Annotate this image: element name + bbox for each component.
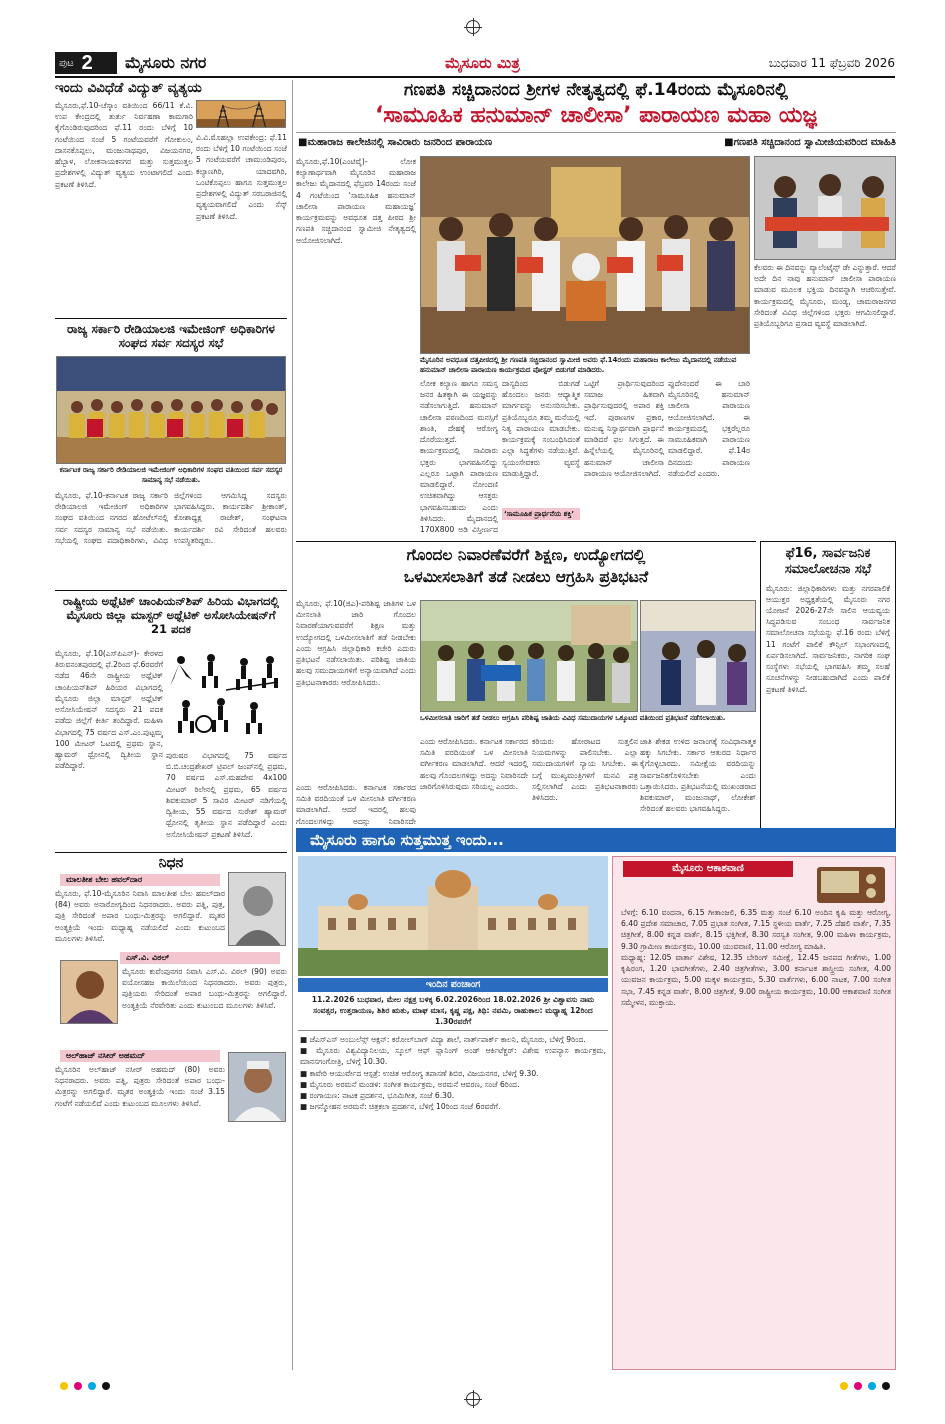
radiology-body: ಮೈಸೂರು, ಫೆ.10-ಕರ್ನಾಟಕ ರಾಜ್ಯ ಸರ್ಕಾರಿ ರೇಡಿಯಾಲಜಿ ಇಮೇಜಿಂಗ್ ಅಧಿಕಾರಿಗಳ ಸಂಘದ ವತಿಯಿಂದ ನಗರದ ಹೋಟೆಲ್‌ನಲ್ಲಿ ಸರ್ವ ಸದಸ್ಯರ ಸಾಮಾನ್ಯ ಸಭೆ ನಡೆಯಿತು. ಸಭೆಯಲ್ಲಿ ಸಂಘದ ಪದಾಧಿಕಾರಿಗಳು, ವಿವಿಧ ಜಿಲ್ಲೆಗಳಿಂದ ಆಗಮಿಸಿದ್ದ ಸದಸ್ಯರು ಭಾಗವಹಿಸಿದ್ದರು. ಕಾರ್ಯದರ್ಶಿ ಶ್ರೀಕಾಂತ್, ಕೋಶಾಧ್ಯಕ್ಷ ರಾಜೇಶ್, ಸಂಘಟನಾ ಕಾರ್ಯದರ್ಶಿ ರವಿ ಸೇರಿದಂತೆ ಹಲವರು ಉಪಸ್ಥಿತರಿದ್ದರು. (55, 491, 287, 545)
athletics-headline: ರಾಷ್ಟ್ರೀಯ ಅಥ್ಲೆಟಿಕ್ ಚಾಂಪಿಯನ್‌ಶಿಪ್ ಹಿರಿಯ ವಿಭಾಗದಲ್ಲಿ ಮೈಸೂರು ಜಿಲ್ಲಾ ಮಾಸ್ಟರ್ ಅಥ್ಲೆಟಿಕ್ ಅಸೋಸಿಯೇಷನ್‌ಗೆ 21 ಪದಕ (62, 594, 280, 636)
page-number-box (55, 52, 117, 74)
radio-set-art (815, 863, 887, 905)
obituary-name-2: ಎಸ್.ವಿ. ವಿಠಲ್ (120, 952, 280, 964)
lead-headline-2: ‘ಸಾಮೂಹಿಕ ಹನುಮಾನ್ ಚಾಲೀಸಾ’ ಪಾರಾಯಣ ಮಹಾ ಯಜ್ಞ (374, 103, 818, 128)
today-banner (296, 828, 896, 852)
obituary-body-2: ಮೈಸೂರು ಕುವೆಂಪುನಗರ ನಿವಾಸಿ ಎಸ್.ವಿ. ವಿಠಲ್ (90) ಅವರು ವಯೋಸಹಜ ಕಾಯಿಲೆಯಿಂದ ನಿಧನರಾದರು. ಅವರು ಪುತ್ರರು, ಪುತ್ರಿಯರು ಸೇರಿದಂತೆ ಅಪಾರ ಬಂಧು-ಮಿತ್ರರನ್ನು ಅಗಲಿದ್ದಾರೆ. ಅಂತ್ಯಕ್ರಿಯೆ ನೆರವೇರಿತು ಎಂದು ಕುಟುಂಬದ ಮೂಲಗಳು ತಿಳಿಸಿವೆ. (122, 967, 287, 1010)
panchanga-title: ಇಂದಿನ ಪಂಚಾಂಗ (298, 978, 608, 992)
protest-photo (420, 600, 638, 712)
protest-photo-art (421, 601, 638, 712)
color-dot-yellow-r (840, 1382, 848, 1390)
masthead (55, 52, 895, 74)
masthead-rule (55, 76, 895, 78)
athletics-body-2: ಪುರುಷರ ವಿಭಾಗದಲ್ಲಿ 75 ವರ್ಷದ ಬಿ.ಬಿ.ಚಂದ್ರಶೇಖರ್ ಟ್ರಿಪಲ್ ಜಂಪ್‌ನಲ್ಲಿ ಪ್ರಥಮ, 70 ವರ್ಷದ ಎಸ್.ಮಹದೇವ 4x100 ಮೀಟರ್ ರಿಲೇನಲ್ಲಿ ಪ್ರಥಮ, 65 ವರ್ಷದ ಶಿವಕುಮಾರ್ 5 ಸಾವಿರ ಮೀಟರ್ ನಡಿಗೆಯಲ್ಲಿ ದ್ವಿತೀಯ, 55 ವರ್ಷದ ಸುರೇಶ್ ಹ್ಯಾಮರ್ ಥ್ರೋನಲ್ಲಿ ತೃತೀಯ ಸ್ಥಾನ ಪಡೆದಿದ್ದಾರೆ ಎಂದು ಅಸೋಸಿಯೇಷನ್ ಪ್ರಕಟಣೆ ತಿಳಿಸಿದೆ. (166, 751, 287, 839)
power-tower-icon (197, 101, 286, 128)
color-dot-cyan-r (868, 1382, 876, 1390)
protest-body-tail: ಎಂದು ಆರೋಪಿಸಿದರು. ಕರ್ನಾಟಕ ಸರ್ಕಾರದ ಸಮಿತಿ ವರದಿಯಂತೆ ಒಳ ಮೀಸಲಾತಿ ವರ್ಗೀಕರಣ ಮಾಡಲಾಗಿದೆ. ಆದರೆ ಇದರಲ್ಲಿ ಹಲವು ಗೊಂದಲಗಳಿದ್ದು ಅದನ್ನು ನಿವಾರಿಸದೇ (296, 783, 416, 826)
lead-subhead-1: ■ಮಹಾರಾಜ ಕಾಲೇಜಿನಲ್ಲಿ ಸಾವಿರಾರು ಜನರಿಂದ ಪಾರಾಯಣ (298, 137, 493, 148)
today-listings: ■ ಜೆಎಸ್‌ಎಸ್ ಅಂಬುಲೆನ್ಸ್ ಆಕ್ಷನ್: ಕರೋಲ್‌ಬಾಗ್ ವಿದ್ಯಾ ಶಾಲೆ, ನಾರ್ತ್‌ಪಾರ್ಕ್ ಕಾಲನಿ, ಮೈಸೂರು, ಬೆಳಿಗ್ಗೆ 9ರಿಂದ. ■ ಮೈಸೂರು ವಿಶ್ವವಿದ್ಯಾನಿಲಯ, ಸ್ಕೂಲ್ ಆಫ್ ಪ್ಲಾನಿಂಗ್ ಅಂಡ್ ಆರ್ಕಿಟೆಕ್ಚರ್: ವಿಶೇಷ ಉಪನ್ಯಾಸ ಕಾರ್ಯಕ್ರಮ, ಮಾನಸಗಂಗೋತ್ರಿ, ಬೆಳಿಗ್ಗೆ 10.30. ■ ಕಾವೇರಿ ಆಯುರ್ವೇದ ಆಸ್ಪತ್ರೆ: ಉಚಿತ ಆರೋಗ್ಯ ತಪಾಸಣೆ ಶಿಬಿರ, ವಿಜಯನಗರ, ಬೆಳಿಗ್ಗೆ 9.30. ■ ಮೈಸೂರು ಅರಮನೆ ಮಂಡಳಿ: ಸಂಗೀತ ಕಾರ್ಯಕ್ರಮ, ಅರಮನೆ ಆವರಣ, ಸಂಜೆ 6ರಿಂದ. ■ ರಂಗಾಯಣ: ನಾಟಕ ಪ್ರದರ್ಶನ, ಭೂಮಿಗೀತ, ಸಂಜೆ 6.30. ■ ಜಗನ್ಮೋಹನ ಅರಮನೆ: ಚಿತ್ರಕಲಾ ಪ್ರದರ್ಶನ, ಬೆಳಿಗ್ಗೆ 10ರಿಂದ ಸಂಜೆ 6ರವರೆಗೆ. (300, 1035, 606, 1112)
lead-photo-art (421, 157, 750, 354)
radio-title: ಮೈಸೂರು ಆಕಾಶವಾಣಿ (623, 861, 793, 877)
protest-photo-caption: ಒಳಮೀಸಲಾತಿ ಜಾರಿಗೆ ತಡೆ ನೀಡಲು ಆಗ್ರಹಿಸಿ ಪರಿಶಿಷ್ಟ ಜಾತಿಯ ವಿವಿಧ ಸಮುದಾಯಗಳ ಒಕ್ಕೂಟದ ವತಿಯಿಂದ ಪ್ರತಿಭಟನೆ ನಡೆಸಲಾಯಿತು. (420, 714, 726, 722)
palace-art (298, 856, 608, 976)
lead-photo-2-art (755, 157, 896, 260)
lead-photo-caption: ಮೈಸೂರಿನ ಅವಧೂತ ದತ್ತಪೀಠದಲ್ಲಿ ಶ್ರೀ ಗಣಪತಿ ಸಚ್ಚಿದಾನಂದ ಸ್ವಾಮೀಜಿ ಅವರು ಫೆ.14ರಂದು ಮಹಾರಾಜ ಕಾಲೇಜು ಮೈದಾನದಲ್ಲಿ ನಡೆಯುವ ಹನುಮಾನ್ ಚಾಲೀಸಾ ಪಾರಾಯಣ ಕಾರ್ಯಕ್ರಮದ ಪೋಸ್ಟರ್ ಬಿಡುಗಡೆ ಮಾಡಿದರು. (420, 356, 737, 374)
radiology-caption: ಕರ್ನಾಟಕ ರಾಜ್ಯ ಸರ್ಕಾರಿ ರೇಡಿಯಾಲಜಿ ಇಮೇಜಿಂಗ್ ಅಧಿಕಾರಿಗಳ ಸಂಘದ ವತಿಯಿಂದ ಸರ್ವ ಸದಸ್ಯರ ಸಾಮಾನ್ಯ ಸಭೆ ನಡೆಯಿತು. (59, 466, 283, 484)
portrait-art-3 (229, 1053, 286, 1122)
power-cut-body: ಮೈಸೂರು,ಫೆ.10-ಚೆಸ್ಕಾಂ ವತಿಯಿಂದ 66/11 ಕೆ.ವಿ. ಉಪ ಕೇಂದ್ರದಲ್ಲಿ ತುರ್ತು ನಿರ್ವಹಣಾ ಕಾಮಗಾರಿ ಕೈಗೊಂಡಿರುವುದರಿಂದ ಫೆ.11 ರಂದು ಬೆಳಿಗ್ಗೆ 10 ಗಂಟೆಯಿಂದ ಸಂಜೆ 5 ಗಂಟೆಯವರೆಗೆ ಗೋಕುಲಂ, ದಾಸನಕೊಪ್ಪಲು, ಮಂಜುನಾಥಪುರ, ವಿಜಯನಗರ, ಹೆಬ್ಬಾಳ, ಲೋಕನಾಯಕನಗರ ಮತ್ತು ಸುತ್ತಮುತ್ತಲ ಪ್ರದೇಶಗಳಲ್ಲಿ ವಿದ್ಯುತ್ ವ್ಯತ್ಯಯ ಉಂಟಾಗಲಿದೆ ಎಂದು ಪ್ರಕಟಣೆ ತಿಳಿಸಿದೆ. (55, 101, 193, 189)
page-label: ಪುಟ (59, 57, 74, 69)
lead-body-right: ಕೆಲವರು ಈ ದಿನವನ್ನು ವ್ಯಾಲೆಂಟೈನ್ಸ್ ಡೇ ಎನ್ನುತ್ತಾರೆ. ಆದರೆ ಅದೇ ದಿನ ನಾವು ಹನುಮಾನ್ ಚಾಲೀಸಾ ಪಾರಾಯಣ ಮಾಡುವ ಮೂಲಕ ಭಕ್ತಿಯ ದಿನವನ್ನಾಗಿ ಆಚರಿಸುತ್ತೇವೆ. ಕಾರ್ಯಕ್ರಮದಲ್ಲಿ ಮೈಸೂರು, ಮಂಡ್ಯ, ಚಾಮರಾಜನಗರ ಸೇರಿದಂತೆ ವಿವಿಧ ಜಿಲ್ಲೆಗಳಿಂದ ಭಕ್ತರು ಆಗಮಿಸಲಿದ್ದಾರೆ. ಪ್ರತಿಯೊಬ್ಬರಿಗೂ ಪ್ರಸಾದ ವ್ಯವಸ್ಥೆ ಮಾಡಲಾಗಿದೆ. (754, 263, 896, 329)
group-photo-art (57, 357, 286, 464)
radio-schedule: ಬೆಳಗ್ಗೆ: 6.10 ವಂದನಾ, 6.15 ಗೀತಾಂಜಲಿ, 6.35 ಮತ್ತು ಸಂಜೆ 6.10 ಅಂದಿನ ಕೃಷಿ ಮತ್ತು ಆರೋಗ್ಯ, 6.40 ಪ್ರದೇಶ ಸಮಾಚಾರ, 7.05 ಪ್ರಭಾತ ಸಂಗೀತ, 7.15 ಸ್ಥಳೀಯ ವಾರ್ತೆ, 7.25 ದೆಹಲಿ ವಾರ್ತೆ, 7.35 ಚಿತ್ರಗೀತೆ, 8.00 ಕನ್ನಡ ವಾರ್ತೆ, 8.15 ಭಕ್ತಿಗೀತೆ, 8.30 ಸರಸ್ವತಿ ಸಂಗೀತ, 9.00 ಮಹಿಳಾ ಕಾರ್ಯಕ್ರಮ, 9.30 ಗ್ರಾಮೀಣ ಕಾರ್ಯಕ್ರಮ, 10.00 ಯುವವಾಣಿ, 11.00 ಆರೋಗ್ಯ ಮಾಹಿತಿ. ಮಧ್ಯಾಹ್ನ: 12.05 ವಾರ್ತಾ ವಿಶೇಷ, 12.35 ಬೇರಿಂಗ್ ಸಮೀಕ್ಷೆ, 12.45 ಜನಪದ ಗೀತೆಗಳು, 1.00 ಕೃಷಿರಂಗ, 1.20 ಭಾವಗೀತೆಗಳು, 2.40 ಚಿತ್ರಗೀತೆಗಳು, 3.00 ಕರ್ನಾಟಕ ಶಾಸ್ತ್ರೀಯ ಸಂಗೀತ, 4.00 ಯುವಜನ ಕಾರ್ಯಕ್ರಮ, 5.00 ಮಕ್ಕಳ ಕಾರ್ಯಕ್ರಮ, 5.30 ವಾರ್ತೆಗಳು, 6.00 ನಾಟಕ, 7.00 ಸಂಗೀತ ಸಭಾ, 7.45 ಕನ್ನಡ ವಾರ್ತೆ, 8.00 ಚಿತ್ರಗೀತೆ, 9.00 ರಾಷ್ಟ್ರೀಯ ಕಾರ್ಯಕ್ರಮ, 10.00 ಆಕಾಶವಾಣಿ ಸಂಗೀತ ಸಮ್ಮೇಳನ, ಮುಕ್ತಾಯ. (621, 908, 891, 1007)
lead-body-intro: ಮೈಸೂರು,ಫೆ.10(ಎಂಟಿವೈ)- ಲೋಕ ಕಲ್ಯಾಣಾರ್ಥವಾಗಿ ಮೈಸೂರಿನ ಮಹಾರಾಜ ಕಾಲೇಜು ಮೈದಾನದಲ್ಲಿ ಫೆಬ್ರವರಿ 14ರಂದು ಸಂಜೆ 4 ಗಂಟೆಯಿಂದ ‘ಸಾಮೂಹಿಕ ಹನುಮಾನ್ ಚಾಲೀಸಾ ಪಾರಾಯಣ ಮಹಾಯಜ್ಞ’ ಕಾರ್ಯಕ್ರಮವನ್ನು ಅವಧೂತ ದತ್ತ ಪೀಠದ ಶ್ರೀ ಗಣಪತಿ ಸಚ್ಚಿದಾನಂದ ಸ್ವಾಮೀಜಿ ನೇತೃತ್ವದಲ್ಲಿ ಆಯೋಜಿಸಲಾಗಿದೆ. (296, 157, 416, 245)
obituary-photo-2 (60, 960, 118, 1024)
radio-set-icon (815, 863, 887, 905)
protest-body-col4: ಕರಿಯರು ಹೋರಾಟದ ಸುತ್ತಲಿನ ನಿಯಮಗಳನ್ನು ಪಾಲಿಸಬೇಕು. ಎಲ್ಲಾ ಸಮುದಾಯಗಳಿಗೆ ನ್ಯಾಯ ಸಿಗಬೇಕು. ಈ ಬಗ್ಗೆ ಮುಖ್ಯಮಂತ್ರಿಗಳಿಗೆ ಮನವಿ ಪತ್ರ ಸಲ್ಲಿಸಲಾಗಿದೆ ಎಂದು ಪ್ರತಿಭಟನಾಕಾರರು ತಿಳಿಸಿದರು. (532, 737, 638, 803)
divider (296, 541, 756, 542)
obituary-name-3: ಅಲ್‌ಹಾಜ್ ನಸೀರ್ ಅಹಮದ್ (60, 1050, 220, 1062)
page-number: 2 (81, 51, 93, 74)
radiology-group-photo (56, 356, 286, 464)
color-dot-black (102, 1382, 110, 1390)
radiology-headline: ರಾಜ್ಯ ಸರ್ಕಾರಿ ರೇಡಿಯಾಲಜಿ ಇಮೇಜಿಂಗ್ ಅಧಿಕಾರಿಗಳ ಸಂಘದ ಸರ್ವ ಸದಸ್ಯರ ಸಭೆ (67, 322, 275, 351)
protest-body-col3: ಎಂದು ಆರೋಪಿಸಿದರು. ಕರ್ನಾಟಕ ಸರ್ಕಾರದ ಸಮಿತಿ ವರದಿಯಂತೆ ಒಳ ಮೀಸಲಾತಿ ವರ್ಗೀಕರಣ ಮಾಡಲಾಗಿದೆ. ಆದರೆ ಇದರಲ್ಲಿ ಹಲವು ಗೊಂದಲಗಳಿದ್ದು ಅದನ್ನು ನಿವಾರಿಸದೇ ಜಾರಿಗೊಳಿಸಿರುವುದು ಸರಿಯಲ್ಲ ಎಂದರು. (420, 737, 528, 791)
power-tower-photo (196, 100, 286, 128)
protest-headline-2: ಒಳಮೀಸಲಾತಿಗೆ ತಡೆ ನೀಡಲು ಆಗ್ರಹಿಸಿ ಪ್ರತಿಭಟನೆ (403, 568, 649, 586)
protest-body-col2: ಜಾತಿ ಶೇಕಡ ಉಳಿದ ಜನಾಂಗಕ್ಕೆ ಸಂವಿಧಾನಾತ್ಮಕ ಹಕ್ಕು ಸಿಗಬೇಕು. ಸರ್ಕಾರ ಆತುರದ ನಿರ್ಧಾರ ಕೈಗೊಳ್ಳಬಾರದು. ಸಮೀಕ್ಷೆಯ ವರದಿಯನ್ನು ಸಾರ್ವಜನಿಕಗೊಳಿಸಬೇಕು ಎಂದು ಒತ್ತಾಯಿಸಿದರು. ಪ್ರತಿಭಟನೆಯಲ್ಲಿ ಮುಖಂಡರಾದ ಶಿವಕುಮಾರ್, ಮಂಜುನಾಥ್, ಲೋಕೇಶ್ ಸೇರಿದಂತೆ ಹಲವರು ಭಾಗವಹಿಸಿದ್ದರು. (640, 737, 756, 814)
protest-photo-2-art (641, 601, 756, 712)
divider (296, 132, 896, 133)
today-banner-text: ಮೈಸೂರು ಹಾಗೂ ಸುತ್ತಮುತ್ತ ಇಂದು... (310, 831, 504, 849)
athletics-silhouettes-icon (166, 650, 286, 748)
lead-body-col2: ಲೋಕ ಕಲ್ಯಾಣ ಹಾಗೂ ಸಮಸ್ತ ಜನರ ಹಿತಕ್ಕಾಗಿ ಈ ಯಜ್ಞವನ್ನು ನಡೆಸಲಾಗುತ್ತಿದೆ. ಹನುಮಾನ್ ಚಾಲೀಸಾ ಪಠಣದಿಂದ ಮನಸ್ಸಿಗೆ ಶಾಂತಿ, ದೇಹಕ್ಕೆ ಆರೋಗ್ಯ ದೊರೆಯುತ್ತದೆ. ಕಾರ್ಯಕ್ರಮದಲ್ಲಿ ಸಾವಿರಾರು ಭಕ್ತರು ಭಾಗವಹಿಸಲಿದ್ದು ಎಲ್ಲರೂ ಒಟ್ಟಾಗಿ ಪಾರಾಯಣ ಮಾಡಲಿದ್ದಾರೆ. ನೋಂದಣಿ ಉಚಿತವಾಗಿದ್ದು ಆಸಕ್ತರು ಭಾಗವಹಿಸಬಹುದು ಎಂದು ತಿಳಿಸಿದರು. ಮೈದಾನದಲ್ಲಿ 170X800 ಅಡಿ ವಿಸ್ತೀರ್ಣದ (420, 379, 498, 535)
color-dot-black-r (882, 1382, 890, 1390)
public-meeting-headline: ಫೆ16, ಸಾರ್ವಜನಿಕ ಸಮಾಲೋಚನಾ ಸಭೆ (784, 546, 872, 578)
lead-body-col3: ದಾಸ್ಯದಿಂದ ಬಿಡುಗಡೆ ಹೊಂದಲು ಜನರು ಆಧ್ಯಾತ್ಮಿಕ ಮಾರ್ಗವನ್ನು ಅನುಸರಿಸಬೇಕು. ಪ್ರತಿಯೊಬ್ಬರೂ ತಮ್ಮ ಮನೆಯಲ್ಲಿ ನಿತ್ಯ ಪಾರಾಯಣ ಮಾಡಬೇಕು. ಕಾರ್ಯಕ್ರಮಕ್ಕೆ ಸಂಬಂಧಿಸಿದಂತೆ ಎಲ್ಲಾ ಸಿದ್ಧತೆಗಳು ನಡೆಯುತ್ತಿವೆ. ಸ್ವಯಂಸೇವಕರು ವ್ಯವಸ್ಥೆ ಮಾಡುತ್ತಿದ್ದಾರೆ. (502, 379, 580, 478)
lead-headline-1: ಗಣಪತಿ ಸಚ್ಚಿದಾನಂದ ಶ್ರೀಗಳ ನೇತೃತ್ವದಲ್ಲಿ ಫೆ.14ರಂದು ಮೈಸೂರಿನಲ್ಲಿ (403, 80, 789, 100)
divider (298, 1030, 608, 1031)
obituary-body-1: ಮೈಸೂರು, ಫೆ.10-ಮೈಸೂರಿನ ನಿವಾಸಿ ಮಾಲತೀಶ ಬೇಲ ಹವಲ್‌ದಾರ (84) ಅವರು ಅನಾರೋಗ್ಯದಿಂದ ನಿಧನರಾದರು. ಅವರು ಪತ್ನಿ, ಪುತ್ರ, ಪುತ್ರಿ ಸೇರಿದಂತೆ ಅಪಾರ ಬಂಧು-ಮಿತ್ರರನ್ನು ಅಗಲಿದ್ದಾರೆ. ಮೃತರ ಅಂತ್ಯಕ್ರಿಯೆ ಇಂದು ಮಧ್ಯಾಹ್ನ ನಡೆಯಲಿದೆ ಎಂದು ಕುಟುಂಬದ ಮೂಲಗಳು ತಿಳಿಸಿವೆ. (55, 889, 225, 943)
lead-photo-2 (754, 156, 896, 260)
protest-body: ಮೈಸೂರು, ಫೆ.10(ಜಿಎ)-ಪರಿಶಿಷ್ಟ ಜಾತಿಗಳ ಒಳ ಮೀಸಲಾತಿ ಜಾರಿ ಗೊಂದಲ ನಿವಾರಣೆಯಾಗುವವರೆಗೆ ಶಿಕ್ಷಣ ಮತ್ತು ಉದ್ಯೋಗದಲ್ಲಿ ಒಳಮೀಸಲಾತಿಗೆ ತಡೆ ನೀಡಬೇಕು ಎಂದು ಆಗ್ರಹಿಸಿ ಜಿಲ್ಲಾಧಿಕಾರಿ ಕಚೇರಿ ಎದುರು ಪ್ರತಿಭಟನೆ ನಡೆಸಲಾಯಿತು. ಪರಿಶಿಷ್ಟ ಜಾತಿಯ ಹಲವು ಸಮುದಾಯಗಳಿಗೆ ಅನ್ಯಾಯವಾಗಿದೆ ಎಂದು ಪ್ರತಿಭಟನಾಕಾರರು ಆರೋಪಿಸಿದರು. (296, 599, 416, 687)
obituary-body-3: ಮೈಸೂರಿನ ಅಲ್‌ಹಾಜ್ ನಸೀರ್ ಅಹಮದ್ (80) ಅವರು ನಿಧನರಾದರು. ಅವರು ಪತ್ನಿ, ಪುತ್ರರು ಸೇರಿದಂತೆ ಅಪಾರ ಬಂಧು-ಮಿತ್ರರನ್ನು ಅಗಲಿದ್ದಾರೆ. ಮೃತರ ಅಂತ್ಯಕ್ರಿಯೆ ಇಂದು ಸಂಜೆ 3.15 ಗಂಟೆಗೆ ನಡೆಯಲಿದೆ ಎಂದು ಕುಟುಂಬದ ಮೂಲಗಳು ತಿಳಿಸಿವೆ. (55, 1065, 225, 1108)
lead-subhead-2: ■ಗಣಪತಿ ಸಚ್ಚಿದಾನಂದ ಸ್ವಾಮೀಜಿಯವರಿಂದ ಮಾಹಿತಿ (724, 137, 896, 148)
registration-mark-top (466, 20, 480, 34)
palace-photo (298, 856, 608, 976)
portrait-art-1 (229, 873, 286, 946)
public-meeting-box (760, 541, 896, 830)
power-cut-body-2: ವಿ.ವಿ.ಮೊಹಲ್ಲಾ ಉಪಕೇಂದ್ರ: ಫೆ.11 ರಂದು ಬೆಳಿಗ್ಗೆ 10 ಗಂಟೆಯಿಂದ ಸಂಜೆ 5 ಗಂಟೆಯವರೆಗೆ ಚಾಮುಂಡಿಪುರಂ, ಕಲ್ಯಾಣಗಿರಿ, ಯಾದವಗಿರಿ, ಒಂಟಿಕೊಪ್ಪಲು ಹಾಗೂ ಸುತ್ತಮುತ್ತಲ ಪ್ರದೇಶಗಳಲ್ಲಿ ವಿದ್ಯುತ್ ಸರಬರಾಜಿನಲ್ಲಿ ವ್ಯತ್ಯಯವಾಗಲಿದೆ ಎಂದು ಸೆಸ್ಕ್ ಪ್ರಕಟಣೆ ತಿಳಿಸಿದೆ. (196, 133, 287, 221)
lead-photo (420, 156, 750, 354)
divider (55, 318, 287, 319)
obituary-photo-1 (228, 872, 286, 946)
section-name: ಮೈಸೂರು ನಗರ (125, 53, 207, 72)
divider (55, 590, 287, 591)
power-cut-headline: ಇಂದು ವಿವಿಧೆಡೆ ವಿದ್ಯುತ್ ವ್ಯತ್ಯಯ (55, 80, 202, 96)
paper-logo: ಮೈಸೂರು ಮಿತ್ರ (445, 54, 520, 72)
lead-inline-tag: ‘ಸಾಮೂಹಿಕ ಪ್ರಾರ್ಥನೆಯ ಶಕ್ತಿ’ (502, 508, 580, 520)
color-dot-yellow (60, 1382, 68, 1390)
issue-date: ಬುಧವಾರ 11 ಫೆಬ್ರವರಿ 2026 (768, 56, 895, 70)
lead-body-col4: ಒಟ್ಟಿಗೆ ಪ್ರಾರ್ಥಿಸುವುದರಿಂದ ಸಮಾಜ ಹಿತವಾಗಿ ಪ್ರಾರ್ಥಿಸುವುದರಲ್ಲಿ ಅಪಾರ ಶಕ್ತಿ ಇದೆ. ಪುರಾಣಗಳ ಪ್ರಕಾರ, ಮನುಷ್ಯ ನಿಸ್ವಾರ್ಥವಾಗಿ ಪ್ರಾರ್ಥನೆ ಮಾಡಿದರೆ ಫಲ ಸಿಗುತ್ತದೆ. ಈ ಹಿನ್ನೆಲೆಯಲ್ಲಿ ಮೈಸೂರಿನಲ್ಲಿ ಹನುಮಾನ್ ಚಾಲೀಸಾ ಪಾರಾಯಣ ಆಯೋಜಿಸಲಾಗಿದೆ. (584, 379, 664, 478)
color-dot-magenta (74, 1382, 82, 1390)
color-dot-cyan (88, 1382, 96, 1390)
divider (55, 852, 287, 853)
athletics-body: ಮೈಸೂರು, ಫೆ.10(ಎಸ್‌ಪಿಎನ್)- ಕೇರಳದ ತಿರುವನಂತಪುರದಲ್ಲಿ ಫೆ.2ರಿಂದ ಫೆ.6ರವರೆಗೆ ನಡೆದ 46ನೇ ರಾಷ್ಟ್ರೀಯ ಅಥ್ಲೆಟಿಕ್ ಚಾಂಪಿಯನ್‌ಶಿಪ್ ಹಿರಿಯರ ವಿಭಾಗದಲ್ಲಿ ಮೈಸೂರು ಜಿಲ್ಲಾ ಮಾಸ್ಟರ್ ಅಥ್ಲೆಟಿಕ್ ಅಸೋಸಿಯೇಷನ್ ಸದಸ್ಯರು 21 ಪದಕ ಪಡೆದು ಜಿಲ್ಲೆಗೆ ಕೀರ್ತಿ ತಂದಿದ್ದಾರೆ. ಮಹಿಳಾ ವಿಭಾಗದಲ್ಲಿ 75 ವರ್ಷದ ಎಸ್.ಎಂ.ಪುಟ್ಟಮ್ಮ 100 ಮೀಟರ್ ಓಟದಲ್ಲಿ ಪ್ರಥಮ ಸ್ಥಾನ, ಹ್ಯಾಮರ್ ಥ್ರೋನಲ್ಲಿ ದ್ವಿತೀಯ ಸ್ಥಾನ ಪಡೆದಿದ್ದಾರೆ. (55, 649, 163, 771)
registration-mark-bottom (466, 1392, 480, 1406)
lead-body-col5: ಪ್ಪುದೇನಂದರೆ ಈ ಬಾರಿ ಮೈಸೂರಿನಲ್ಲಿ ಹನುಮಾನ್ ಚಾಲೀಸಾ ಪಾರಾಯಣ ಆಯೋಜಿಸಲಾಗಿದೆ. ಈ ಕಾರ್ಯಕ್ರಮದಲ್ಲಿ ಭಕ್ತರೆಲ್ಲರೂ ಸಾಮೂಹಿಕವಾಗಿ ಪಾರಾಯಣ ಮಾಡಲಿದ್ದಾರೆ. ಫೆ.14ರ ದಿನದಂದು ಪಾರಾಯಣ ನಡೆಯಲಿದೆ ಎಂದರು. (668, 379, 750, 478)
portrait-art-2 (61, 961, 118, 1024)
public-meeting-body: ಮೈಸೂರು: ಜಿಲ್ಲಾಧಿಕಾರಿಗಳು ಮತ್ತು ನಗರಪಾಲಿಕೆ ಆಯುಕ್ತರ ಅಧ್ಯಕ್ಷತೆಯಲ್ಲಿ ಮೈಸೂರು ನಗರ ಯೋಜನೆ 2026-27ನೇ ಸಾಲಿನ ಆಯವ್ಯಯ ಸಿದ್ಧಪಡಿಸುವ ಸಂಬಂಧ ಸಾರ್ವಜನಿಕ ಸಮಾಲೋಚನಾ ಸಭೆಯನ್ನು ಫೆ.16 ರಂದು ಬೆಳಿಗ್ಗೆ 11 ಗಂಟೆಗೆ ಪಾಲಿಕೆ ಕೌನ್ಸಿಲ್ ಸಭಾಂಗಣದಲ್ಲಿ ಏರ್ಪಡಿಸಲಾಗಿದೆ. ಸಾರ್ವಜನಿಕರು, ನಾಗರಿಕ ಸಂಘ ಸಂಸ್ಥೆಗಳು ಸಭೆಯಲ್ಲಿ ಭಾಗವಹಿಸಿ ತಮ್ಮ ಸಲಹೆ ಸೂಚನೆಗಳನ್ನು ನೀಡಬಹುದಾಗಿದೆ ಎಂದು ಪಾಲಿಕೆ ಪ್ರಕಟಣೆ ತಿಳಿಸಿದೆ. (766, 583, 890, 694)
color-dot-magenta-r (854, 1382, 862, 1390)
obituary-section-title: ನಿಧನ (55, 855, 287, 872)
protest-photo-2 (640, 600, 756, 712)
panchanga-body: 11.2.2026 ಬುಧವಾರ, ಮೇಲ ನಕ್ಷತ್ರ ಬಳಿಕ್ಕ 6.02.2026ರಿಂದ 18.02.2026 ಶ್ರೀ ವಿಶ್ವಾವಸು ನಾಮ ಸಂವತ್ಸರ, ಉತ್ತರಾಯಣ, ಶಿಶಿರ ಋತು, ಮಾಘ ಮಾಸ, ಕೃಷ್ಣ ಪಕ್ಷ, ತಿಥಿ: ನವಮಿ, ರಾಹುಕಾಲ: ಮಧ್ಯಾಹ್ನ 12ರಿಂದ 1.30ರವರೆಗೆ (311, 995, 595, 1027)
protest-headline-1: ಗೊಂದಲ ನಿವಾರಣೆವರೆಗೆ ಶಿಕ್ಷಣ, ಉದ್ಯೋಗದಲ್ಲಿ (406, 546, 646, 564)
athletics-illustration (166, 650, 286, 748)
obituary-name-1: ಮಾಲತೀಶ ಬೇಲ ಹವಲ್‌ದಾರ (60, 874, 220, 886)
column-rule (292, 80, 293, 1370)
radio-box (612, 856, 896, 1370)
obituary-photo-3 (228, 1052, 286, 1122)
